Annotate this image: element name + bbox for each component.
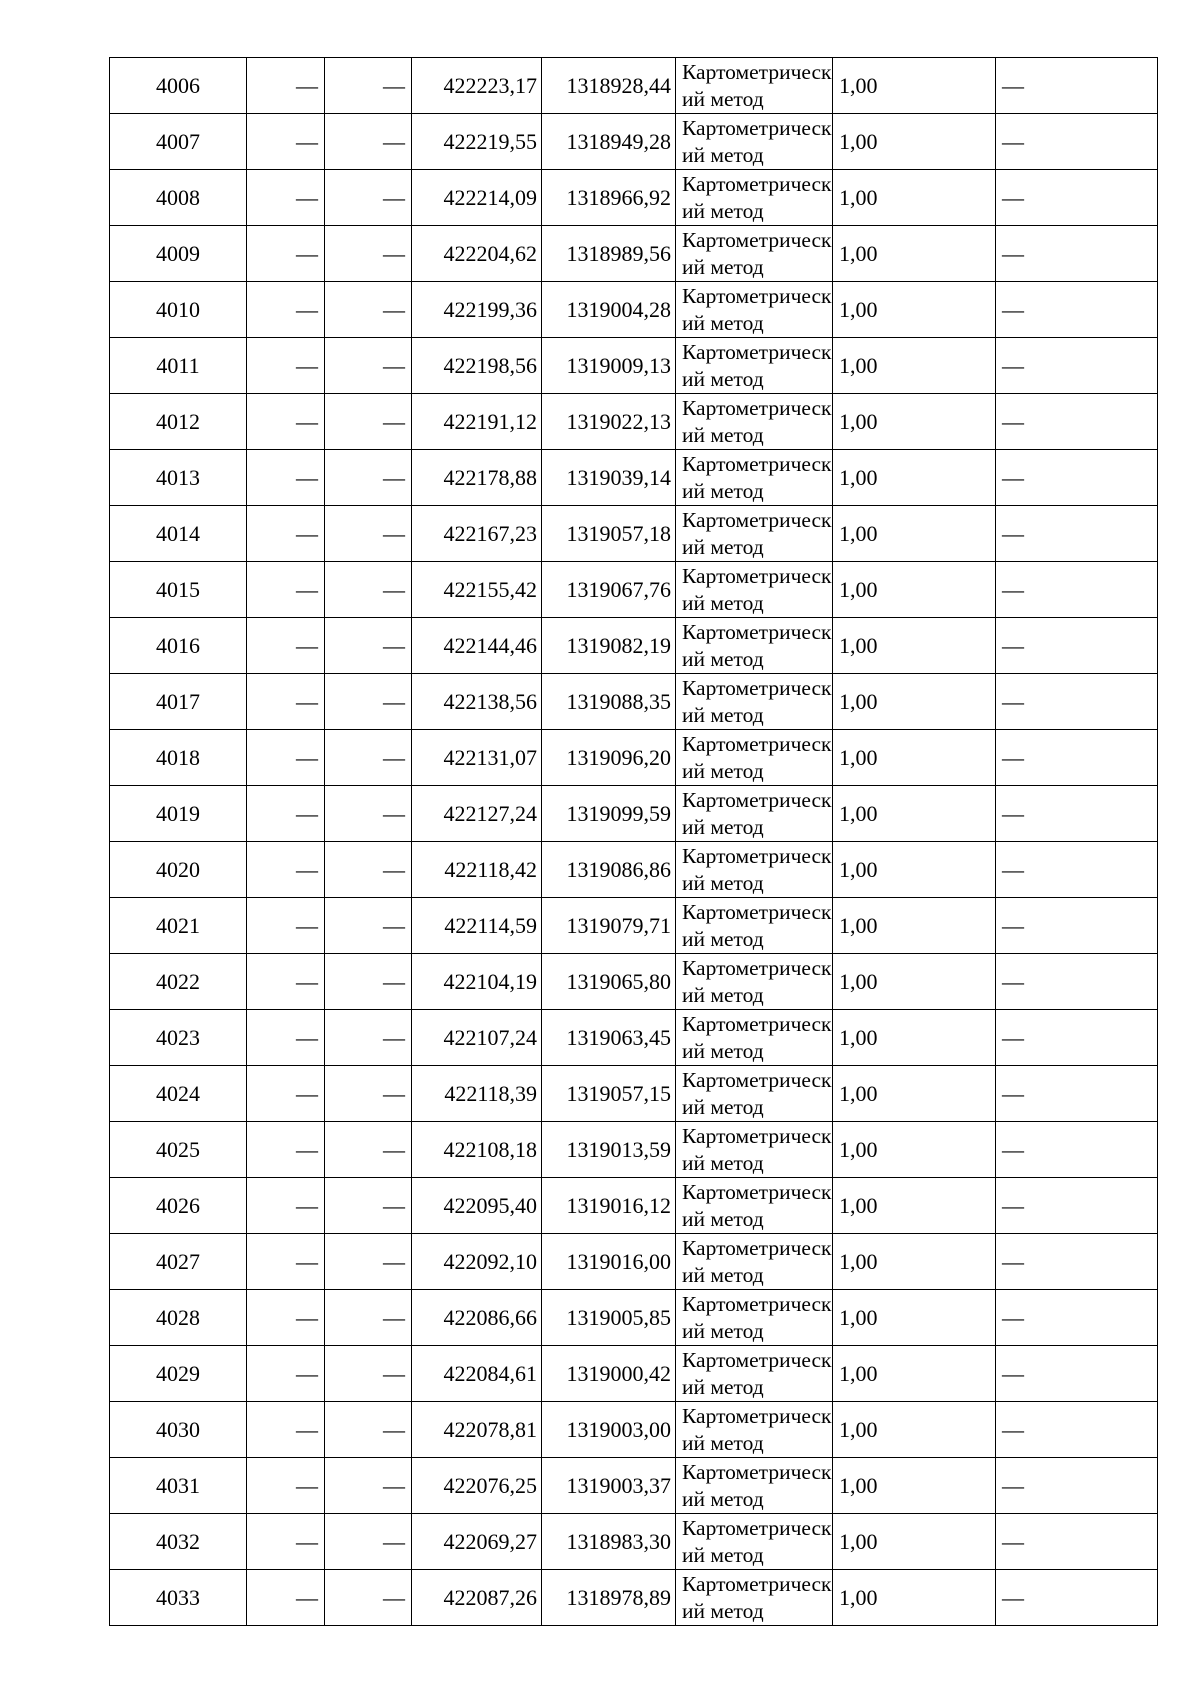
table-row bbox=[110, 170, 1158, 226]
empty-cell: — bbox=[325, 730, 412, 786]
note-cell: — bbox=[996, 1514, 1158, 1570]
method-cell: Картометрический метод bbox=[676, 1066, 833, 1122]
coordinate-x: 422155,42 bbox=[412, 562, 542, 618]
table-row bbox=[110, 1066, 1158, 1122]
table-row bbox=[110, 1010, 1158, 1066]
table-body bbox=[110, 58, 1158, 1626]
empty-cell: — bbox=[247, 786, 325, 842]
point-number: 4025 bbox=[110, 1122, 247, 1178]
empty-cell: — bbox=[247, 1514, 325, 1570]
accuracy-cell: 1,00 bbox=[833, 58, 996, 114]
coordinates-table bbox=[109, 57, 1158, 1626]
empty-cell: — bbox=[325, 114, 412, 170]
point-number: 4014 bbox=[110, 506, 247, 562]
coordinate-x: 422223,17 bbox=[412, 58, 542, 114]
empty-cell: — bbox=[325, 394, 412, 450]
coordinate-x: 422199,36 bbox=[412, 282, 542, 338]
coordinate-y: 1319057,18 bbox=[542, 506, 676, 562]
accuracy-cell: 1,00 bbox=[833, 898, 996, 954]
coordinate-y: 1319000,42 bbox=[542, 1346, 676, 1402]
coordinate-x: 422118,42 bbox=[412, 842, 542, 898]
method-cell: Картометрический метод bbox=[676, 58, 833, 114]
coordinate-x: 422167,23 bbox=[412, 506, 542, 562]
note-cell: — bbox=[996, 338, 1158, 394]
point-number: 4010 bbox=[110, 282, 247, 338]
method-cell: Картометрический метод bbox=[676, 114, 833, 170]
note-cell: — bbox=[996, 58, 1158, 114]
note-cell: — bbox=[996, 1458, 1158, 1514]
coordinate-x: 422095,40 bbox=[412, 1178, 542, 1234]
point-number: 4020 bbox=[110, 842, 247, 898]
coordinate-x: 422178,88 bbox=[412, 450, 542, 506]
accuracy-cell: 1,00 bbox=[833, 1290, 996, 1346]
empty-cell: — bbox=[325, 1290, 412, 1346]
method-cell: Картометрический метод bbox=[676, 170, 833, 226]
empty-cell: — bbox=[325, 562, 412, 618]
empty-cell: — bbox=[325, 1010, 412, 1066]
empty-cell: — bbox=[325, 618, 412, 674]
note-cell: — bbox=[996, 226, 1158, 282]
coordinate-y: 1319013,59 bbox=[542, 1122, 676, 1178]
note-cell: — bbox=[996, 786, 1158, 842]
method-cell: Картометрический метод bbox=[676, 1010, 833, 1066]
empty-cell: — bbox=[247, 170, 325, 226]
method-cell: Картометрический метод bbox=[676, 1178, 833, 1234]
empty-cell: — bbox=[247, 1010, 325, 1066]
point-number: 4009 bbox=[110, 226, 247, 282]
empty-cell: — bbox=[325, 1402, 412, 1458]
empty-cell: — bbox=[247, 562, 325, 618]
empty-cell: — bbox=[325, 1234, 412, 1290]
method-cell: Картометрический метод bbox=[676, 338, 833, 394]
method-cell: Картометрический метод bbox=[676, 1570, 833, 1626]
accuracy-cell: 1,00 bbox=[833, 674, 996, 730]
note-cell: — bbox=[996, 1234, 1158, 1290]
method-cell: Картометрический метод bbox=[676, 562, 833, 618]
empty-cell: — bbox=[325, 282, 412, 338]
coordinate-y: 1319039,14 bbox=[542, 450, 676, 506]
note-cell: — bbox=[996, 898, 1158, 954]
note-cell: — bbox=[996, 842, 1158, 898]
coordinate-x: 422069,27 bbox=[412, 1514, 542, 1570]
method-cell: Картометрический метод bbox=[676, 1122, 833, 1178]
point-number: 4027 bbox=[110, 1234, 247, 1290]
empty-cell: — bbox=[247, 226, 325, 282]
accuracy-cell: 1,00 bbox=[833, 1458, 996, 1514]
table-row bbox=[110, 282, 1158, 338]
coordinate-x: 422191,12 bbox=[412, 394, 542, 450]
empty-cell: — bbox=[325, 1066, 412, 1122]
coordinate-x: 422127,24 bbox=[412, 786, 542, 842]
coordinate-x: 422144,46 bbox=[412, 618, 542, 674]
empty-cell: — bbox=[247, 506, 325, 562]
point-number: 4008 bbox=[110, 170, 247, 226]
point-number: 4007 bbox=[110, 114, 247, 170]
coordinate-x: 422084,61 bbox=[412, 1346, 542, 1402]
note-cell: — bbox=[996, 1010, 1158, 1066]
accuracy-cell: 1,00 bbox=[833, 1346, 996, 1402]
note-cell: — bbox=[996, 562, 1158, 618]
point-number: 4028 bbox=[110, 1290, 247, 1346]
empty-cell: — bbox=[247, 1458, 325, 1514]
accuracy-cell: 1,00 bbox=[833, 1066, 996, 1122]
coordinate-y: 1319016,00 bbox=[542, 1234, 676, 1290]
empty-cell: — bbox=[247, 338, 325, 394]
method-cell: Картометрический метод bbox=[676, 282, 833, 338]
point-number: 4032 bbox=[110, 1514, 247, 1570]
point-number: 4029 bbox=[110, 1346, 247, 1402]
method-cell: Картометрический метод bbox=[676, 842, 833, 898]
table-row bbox=[110, 786, 1158, 842]
accuracy-cell: 1,00 bbox=[833, 1010, 996, 1066]
method-cell: Картометрический метод bbox=[676, 394, 833, 450]
table-row bbox=[110, 1122, 1158, 1178]
coordinate-y: 1319065,80 bbox=[542, 954, 676, 1010]
table-row bbox=[110, 1402, 1158, 1458]
note-cell: — bbox=[996, 506, 1158, 562]
point-number: 4013 bbox=[110, 450, 247, 506]
table-row bbox=[110, 730, 1158, 786]
empty-cell: — bbox=[247, 394, 325, 450]
table-row bbox=[110, 1514, 1158, 1570]
note-cell: — bbox=[996, 450, 1158, 506]
coordinate-y: 1318928,44 bbox=[542, 58, 676, 114]
coordinate-x: 422131,07 bbox=[412, 730, 542, 786]
note-cell: — bbox=[996, 1346, 1158, 1402]
accuracy-cell: 1,00 bbox=[833, 226, 996, 282]
point-number: 4022 bbox=[110, 954, 247, 1010]
empty-cell: — bbox=[325, 1458, 412, 1514]
accuracy-cell: 1,00 bbox=[833, 114, 996, 170]
table-row bbox=[110, 1458, 1158, 1514]
empty-cell: — bbox=[247, 1178, 325, 1234]
table-row bbox=[110, 1570, 1158, 1626]
accuracy-cell: 1,00 bbox=[833, 730, 996, 786]
accuracy-cell: 1,00 bbox=[833, 954, 996, 1010]
note-cell: — bbox=[996, 1178, 1158, 1234]
coordinate-x: 422198,56 bbox=[412, 338, 542, 394]
table-row bbox=[110, 898, 1158, 954]
method-cell: Картометрический метод bbox=[676, 226, 833, 282]
table-row bbox=[110, 562, 1158, 618]
coordinate-x: 422087,26 bbox=[412, 1570, 542, 1626]
point-number: 4016 bbox=[110, 618, 247, 674]
note-cell: — bbox=[996, 114, 1158, 170]
accuracy-cell: 1,00 bbox=[833, 170, 996, 226]
coordinate-x: 422092,10 bbox=[412, 1234, 542, 1290]
note-cell: — bbox=[996, 1066, 1158, 1122]
table-row bbox=[110, 1346, 1158, 1402]
coordinate-x: 422104,19 bbox=[412, 954, 542, 1010]
table-row bbox=[110, 1290, 1158, 1346]
empty-cell: — bbox=[325, 786, 412, 842]
point-number: 4030 bbox=[110, 1402, 247, 1458]
note-cell: — bbox=[996, 1122, 1158, 1178]
point-number: 4018 bbox=[110, 730, 247, 786]
point-number: 4011 bbox=[110, 338, 247, 394]
table-row bbox=[110, 114, 1158, 170]
empty-cell: — bbox=[325, 1346, 412, 1402]
coordinate-y: 1318978,89 bbox=[542, 1570, 676, 1626]
empty-cell: — bbox=[325, 842, 412, 898]
table-row bbox=[110, 338, 1158, 394]
coordinate-y: 1319086,86 bbox=[542, 842, 676, 898]
point-number: 4012 bbox=[110, 394, 247, 450]
point-number: 4019 bbox=[110, 786, 247, 842]
point-number: 4023 bbox=[110, 1010, 247, 1066]
empty-cell: — bbox=[325, 1178, 412, 1234]
empty-cell: — bbox=[247, 1402, 325, 1458]
empty-cell: — bbox=[247, 898, 325, 954]
accuracy-cell: 1,00 bbox=[833, 618, 996, 674]
table-row bbox=[110, 506, 1158, 562]
method-cell: Картометрический метод bbox=[676, 674, 833, 730]
coordinate-x: 422118,39 bbox=[412, 1066, 542, 1122]
empty-cell: — bbox=[247, 618, 325, 674]
coordinate-y: 1319057,15 bbox=[542, 1066, 676, 1122]
empty-cell: — bbox=[325, 338, 412, 394]
method-cell: Картометрический метод bbox=[676, 898, 833, 954]
empty-cell: — bbox=[325, 1122, 412, 1178]
point-number: 4024 bbox=[110, 1066, 247, 1122]
table-row bbox=[110, 226, 1158, 282]
method-cell: Картометрический метод bbox=[676, 730, 833, 786]
accuracy-cell: 1,00 bbox=[833, 394, 996, 450]
coordinate-y: 1319003,00 bbox=[542, 1402, 676, 1458]
table-row bbox=[110, 1178, 1158, 1234]
empty-cell: — bbox=[247, 58, 325, 114]
coordinate-x: 422108,18 bbox=[412, 1122, 542, 1178]
coordinate-y: 1318949,28 bbox=[542, 114, 676, 170]
table-row bbox=[110, 58, 1158, 114]
accuracy-cell: 1,00 bbox=[833, 506, 996, 562]
coordinate-y: 1319004,28 bbox=[542, 282, 676, 338]
accuracy-cell: 1,00 bbox=[833, 1402, 996, 1458]
accuracy-cell: 1,00 bbox=[833, 282, 996, 338]
empty-cell: — bbox=[247, 954, 325, 1010]
coordinate-y: 1319079,71 bbox=[542, 898, 676, 954]
coordinate-x: 422107,24 bbox=[412, 1010, 542, 1066]
empty-cell: — bbox=[247, 1066, 325, 1122]
note-cell: — bbox=[996, 1570, 1158, 1626]
table-row bbox=[110, 394, 1158, 450]
point-number: 4021 bbox=[110, 898, 247, 954]
empty-cell: — bbox=[325, 450, 412, 506]
note-cell: — bbox=[996, 170, 1158, 226]
coordinate-x: 422204,62 bbox=[412, 226, 542, 282]
coordinate-y: 1319088,35 bbox=[542, 674, 676, 730]
empty-cell: — bbox=[325, 1514, 412, 1570]
note-cell: — bbox=[996, 282, 1158, 338]
empty-cell: — bbox=[325, 954, 412, 1010]
note-cell: — bbox=[996, 730, 1158, 786]
method-cell: Картометрический метод bbox=[676, 1514, 833, 1570]
empty-cell: — bbox=[325, 898, 412, 954]
note-cell: — bbox=[996, 954, 1158, 1010]
accuracy-cell: 1,00 bbox=[833, 786, 996, 842]
coordinate-y: 1319099,59 bbox=[542, 786, 676, 842]
empty-cell: — bbox=[325, 58, 412, 114]
coordinate-y: 1319016,12 bbox=[542, 1178, 676, 1234]
method-cell: Картометрический метод bbox=[676, 1402, 833, 1458]
empty-cell: — bbox=[247, 1570, 325, 1626]
coordinate-y: 1318966,92 bbox=[542, 170, 676, 226]
coordinate-x: 422078,81 bbox=[412, 1402, 542, 1458]
empty-cell: — bbox=[325, 226, 412, 282]
accuracy-cell: 1,00 bbox=[833, 562, 996, 618]
method-cell: Картометрический метод bbox=[676, 618, 833, 674]
empty-cell: — bbox=[325, 170, 412, 226]
table-row bbox=[110, 450, 1158, 506]
accuracy-cell: 1,00 bbox=[833, 450, 996, 506]
table-row bbox=[110, 842, 1158, 898]
method-cell: Картометрический метод bbox=[676, 1290, 833, 1346]
table-row bbox=[110, 618, 1158, 674]
point-number: 4006 bbox=[110, 58, 247, 114]
note-cell: — bbox=[996, 618, 1158, 674]
table-row bbox=[110, 1234, 1158, 1290]
empty-cell: — bbox=[325, 506, 412, 562]
coordinate-y: 1319082,19 bbox=[542, 618, 676, 674]
coordinate-y: 1319022,13 bbox=[542, 394, 676, 450]
point-number: 4015 bbox=[110, 562, 247, 618]
empty-cell: — bbox=[247, 282, 325, 338]
accuracy-cell: 1,00 bbox=[833, 1234, 996, 1290]
coordinate-y: 1319003,37 bbox=[542, 1458, 676, 1514]
empty-cell: — bbox=[247, 1346, 325, 1402]
coordinate-x: 422086,66 bbox=[412, 1290, 542, 1346]
accuracy-cell: 1,00 bbox=[833, 1178, 996, 1234]
accuracy-cell: 1,00 bbox=[833, 1570, 996, 1626]
point-number: 4026 bbox=[110, 1178, 247, 1234]
empty-cell: — bbox=[247, 730, 325, 786]
method-cell: Картометрический метод bbox=[676, 1346, 833, 1402]
empty-cell: — bbox=[247, 1290, 325, 1346]
empty-cell: — bbox=[247, 674, 325, 730]
coordinate-y: 1319009,13 bbox=[542, 338, 676, 394]
accuracy-cell: 1,00 bbox=[833, 1514, 996, 1570]
coordinate-y: 1318983,30 bbox=[542, 1514, 676, 1570]
table-row bbox=[110, 954, 1158, 1010]
coordinate-x: 422138,56 bbox=[412, 674, 542, 730]
method-cell: Картометрический метод bbox=[676, 786, 833, 842]
empty-cell: — bbox=[247, 1122, 325, 1178]
note-cell: — bbox=[996, 1402, 1158, 1458]
coordinate-y: 1319096,20 bbox=[542, 730, 676, 786]
accuracy-cell: 1,00 bbox=[833, 842, 996, 898]
empty-cell: — bbox=[325, 1570, 412, 1626]
point-number: 4031 bbox=[110, 1458, 247, 1514]
empty-cell: — bbox=[247, 1234, 325, 1290]
coordinate-x: 422114,59 bbox=[412, 898, 542, 954]
method-cell: Картометрический метод bbox=[676, 506, 833, 562]
method-cell: Картометрический метод bbox=[676, 954, 833, 1010]
accuracy-cell: 1,00 bbox=[833, 1122, 996, 1178]
coordinate-y: 1319063,45 bbox=[542, 1010, 676, 1066]
empty-cell: — bbox=[247, 114, 325, 170]
point-number: 4017 bbox=[110, 674, 247, 730]
coordinate-y: 1318989,56 bbox=[542, 226, 676, 282]
note-cell: — bbox=[996, 1290, 1158, 1346]
coordinate-y: 1319005,85 bbox=[542, 1290, 676, 1346]
point-number: 4033 bbox=[110, 1570, 247, 1626]
coordinate-x: 422076,25 bbox=[412, 1458, 542, 1514]
method-cell: Картометрический метод bbox=[676, 450, 833, 506]
accuracy-cell: 1,00 bbox=[833, 338, 996, 394]
note-cell: — bbox=[996, 674, 1158, 730]
coordinate-x: 422219,55 bbox=[412, 114, 542, 170]
empty-cell: — bbox=[247, 450, 325, 506]
coordinate-y: 1319067,76 bbox=[542, 562, 676, 618]
table-row bbox=[110, 674, 1158, 730]
empty-cell: — bbox=[247, 842, 325, 898]
note-cell: — bbox=[996, 394, 1158, 450]
method-cell: Картометрический метод bbox=[676, 1234, 833, 1290]
coordinate-x: 422214,09 bbox=[412, 170, 542, 226]
method-cell: Картометрический метод bbox=[676, 1458, 833, 1514]
empty-cell: — bbox=[325, 674, 412, 730]
